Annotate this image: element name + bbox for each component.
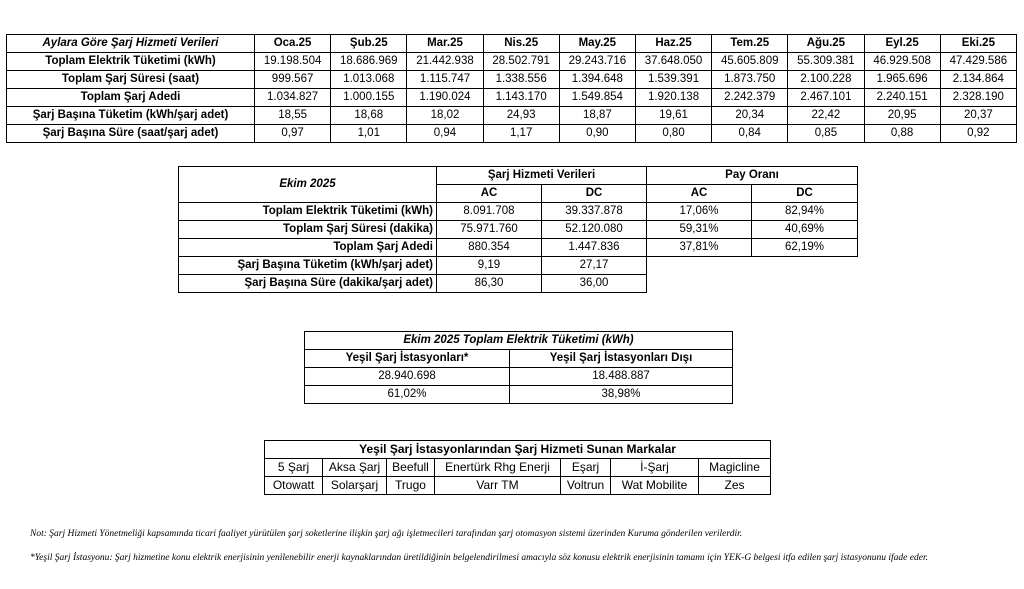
table-cell: 37,81% <box>647 239 752 257</box>
table-cell: 9,19 <box>437 257 542 275</box>
brands-table-title: Yeşil Şarj İstasyonlarından Şarj Hizmeti Sunan Markalar <box>265 441 771 459</box>
table-cell: 0,92 <box>940 125 1016 143</box>
table-row <box>179 239 858 257</box>
row-label: Şarj Başına Süre (saat/şarj adet) <box>7 125 255 143</box>
table-row <box>179 203 858 221</box>
table-cell: 46.929.508 <box>864 53 940 71</box>
table-row <box>265 459 771 477</box>
table-cell: 2.100.228 <box>788 71 864 89</box>
empty-cell <box>752 275 858 293</box>
table-cell: 20,34 <box>712 107 788 125</box>
data-source-note: Not: Şarj Hizmeti Yönetmeliği kapsamında ticari faaliyet yürütülen şarj soketlerine ilişkin şarj ağı işletmecileri tarafından şarj otomasyon sistemi üzerinden Kuruma gönderilen verilerdir. <box>30 529 743 539</box>
empty-cell <box>647 275 752 293</box>
brand-cell: 5 Şarj <box>265 459 323 477</box>
month-header: Şub.25 <box>331 35 407 53</box>
table-cell: 1.143.170 <box>483 89 559 107</box>
table-cell: 1,17 <box>483 125 559 143</box>
charging-data-group-header: Şarj Hizmeti Verileri <box>437 167 647 185</box>
table-cell: 18.488.887 <box>510 368 733 386</box>
table-cell: 82,94% <box>752 203 858 221</box>
brand-cell: Wat Mobilite <box>611 477 699 495</box>
month-header: Tem.25 <box>712 35 788 53</box>
october-ac-dc-table <box>178 166 858 293</box>
table-cell: 2.467.101 <box>788 89 864 107</box>
table-row <box>7 53 1017 71</box>
table-cell: 59,31% <box>647 221 752 239</box>
row-label: Toplam Şarj Süresi (saat) <box>7 71 255 89</box>
monthly-table-title: Aylara Göre Şarj Hizmeti Verileri <box>7 35 255 53</box>
table-cell: 2.240.151 <box>864 89 940 107</box>
table-cell: 1,01 <box>331 125 407 143</box>
table-cell: 1.920.138 <box>635 89 711 107</box>
table-cell: 61,02% <box>305 386 510 404</box>
table-cell: 1.873.750 <box>712 71 788 89</box>
table-cell: 8.091.708 <box>437 203 542 221</box>
table-cell: 1.539.391 <box>635 71 711 89</box>
table-cell: 38,98% <box>510 386 733 404</box>
table-row <box>305 386 733 404</box>
month-header: Eki.25 <box>940 35 1016 53</box>
table-row <box>179 221 858 239</box>
brand-cell: Otowatt <box>265 477 323 495</box>
row-label: Toplam Şarj Adedi <box>7 89 255 107</box>
table-cell: 21.442.938 <box>407 53 483 71</box>
brand-cell: Eşarj <box>561 459 611 477</box>
table-cell: 18.686.969 <box>331 53 407 71</box>
october-group-header-row <box>179 167 858 185</box>
brand-cell: Magicline <box>699 459 771 477</box>
table-cell: 999.567 <box>255 71 331 89</box>
table-row <box>265 477 771 495</box>
table-cell: 86,30 <box>437 275 542 293</box>
row-label: Toplam Elektrik Tüketimi (kWh) <box>7 53 255 71</box>
empty-cell <box>647 257 752 275</box>
table-cell: 47.429.586 <box>940 53 1016 71</box>
brand-cell: Solarşarj <box>323 477 387 495</box>
brand-cell: Varr TM <box>435 477 561 495</box>
row-label: Toplam Elektrik Tüketimi (kWh) <box>179 203 437 221</box>
table-cell: 40,69% <box>752 221 858 239</box>
month-header: Ağu.25 <box>788 35 864 53</box>
table-cell: 0,97 <box>255 125 331 143</box>
table-cell: 75.971.760 <box>437 221 542 239</box>
table-cell: 1.447.836 <box>542 239 647 257</box>
ac-share-header: AC <box>647 185 752 203</box>
ac-header: AC <box>437 185 542 203</box>
table-cell: 1.013.068 <box>331 71 407 89</box>
table-cell: 22,42 <box>788 107 864 125</box>
table-cell: 0,85 <box>788 125 864 143</box>
brand-cell: Zes <box>699 477 771 495</box>
brand-cell: Aksa Şarj <box>323 459 387 477</box>
dc-header: DC <box>542 185 647 203</box>
table-cell: 39.337.878 <box>542 203 647 221</box>
share-ratio-group-header: Pay Oranı <box>647 167 858 185</box>
table-row <box>7 107 1017 125</box>
empty-cell <box>752 257 858 275</box>
table-cell: 0,84 <box>712 125 788 143</box>
table-cell: 1.338.556 <box>483 71 559 89</box>
green-station-consumption-table <box>304 331 733 404</box>
table-cell: 20,95 <box>864 107 940 125</box>
dc-share-header: DC <box>752 185 858 203</box>
green-station-footnote: *Yeşil Şarj İstasyonu: Şarj hizmetine konu elektrik enerjisinin yenilenebilir enerji kaynaklarından üretildiğinin belgelendirilmesi amacıyla söz konusu elektrik enerjisinin tamamı için YEK-G belgesi itfa edilen şarj istasyonunu ifade eder. <box>30 553 928 563</box>
green-table-title: Ekim 2025 Toplam Elektrik Tüketimi (kWh) <box>305 332 733 350</box>
table-cell: 19,61 <box>635 107 711 125</box>
month-header: Haz.25 <box>635 35 711 53</box>
green-header-row <box>305 350 733 368</box>
table-cell: 27,17 <box>542 257 647 275</box>
table-cell: 45.605.809 <box>712 53 788 71</box>
table-cell: 55.309.381 <box>788 53 864 71</box>
brand-cell: Voltrun <box>561 477 611 495</box>
table-cell: 1.034.827 <box>255 89 331 107</box>
brand-cell: Trugo <box>387 477 435 495</box>
table-cell: 28.502.791 <box>483 53 559 71</box>
table-cell: 1.549.854 <box>559 89 635 107</box>
table-row <box>305 368 733 386</box>
table-cell: 36,00 <box>542 275 647 293</box>
october-table-title: Ekim 2025 <box>179 167 437 203</box>
brand-cell: İ-Şarj <box>611 459 699 477</box>
table-cell: 62,19% <box>752 239 858 257</box>
month-header: Oca.25 <box>255 35 331 53</box>
row-label: Şarj Başına Tüketim (kWh/şarj adet) <box>7 107 255 125</box>
month-header: Nis.25 <box>483 35 559 53</box>
table-cell: 28.940.698 <box>305 368 510 386</box>
monthly-charging-table <box>6 34 1017 143</box>
monthly-header-row <box>7 35 1017 53</box>
table-cell: 1.394.648 <box>559 71 635 89</box>
table-cell: 2.134.864 <box>940 71 1016 89</box>
row-label: Toplam Şarj Adedi <box>179 239 437 257</box>
table-cell: 18,68 <box>331 107 407 125</box>
table-cell: 18,02 <box>407 107 483 125</box>
table-cell: 52.120.080 <box>542 221 647 239</box>
month-header: Mar.25 <box>407 35 483 53</box>
table-cell: 1.115.747 <box>407 71 483 89</box>
table-cell: 0,94 <box>407 125 483 143</box>
brand-cell: Beefull <box>387 459 435 477</box>
table-row <box>179 275 858 293</box>
table-cell: 19.198.504 <box>255 53 331 71</box>
table-cell: 1.190.024 <box>407 89 483 107</box>
non-green-stations-header: Yeşil Şarj İstasyonları Dışı <box>510 350 733 368</box>
table-row <box>7 89 1017 107</box>
row-label: Şarj Başına Tüketim (kWh/şarj adet) <box>179 257 437 275</box>
brands-title-row <box>265 441 771 459</box>
table-cell: 2.328.190 <box>940 89 1016 107</box>
month-header: May.25 <box>559 35 635 53</box>
row-label: Şarj Başına Süre (dakika/şarj adet) <box>179 275 437 293</box>
table-cell: 880.354 <box>437 239 542 257</box>
table-cell: 0,80 <box>635 125 711 143</box>
table-row <box>179 257 858 275</box>
table-cell: 17,06% <box>647 203 752 221</box>
table-cell: 18,87 <box>559 107 635 125</box>
table-cell: 37.648.050 <box>635 53 711 71</box>
table-cell: 29.243.716 <box>559 53 635 71</box>
month-header: Eyl.25 <box>864 35 940 53</box>
row-label: Toplam Şarj Süresi (dakika) <box>179 221 437 239</box>
green-stations-header: Yeşil Şarj İstasyonları* <box>305 350 510 368</box>
table-cell: 0,90 <box>559 125 635 143</box>
table-row <box>7 125 1017 143</box>
green-title-row <box>305 332 733 350</box>
table-row <box>7 71 1017 89</box>
table-cell: 18,55 <box>255 107 331 125</box>
table-cell: 2.242.379 <box>712 89 788 107</box>
table-cell: 0,88 <box>864 125 940 143</box>
green-brands-table <box>264 440 771 495</box>
brand-cell: Enertürk Rhg Enerji <box>435 459 561 477</box>
table-cell: 24,93 <box>483 107 559 125</box>
table-cell: 1.000.155 <box>331 89 407 107</box>
table-cell: 1.965.696 <box>864 71 940 89</box>
table-cell: 20,37 <box>940 107 1016 125</box>
